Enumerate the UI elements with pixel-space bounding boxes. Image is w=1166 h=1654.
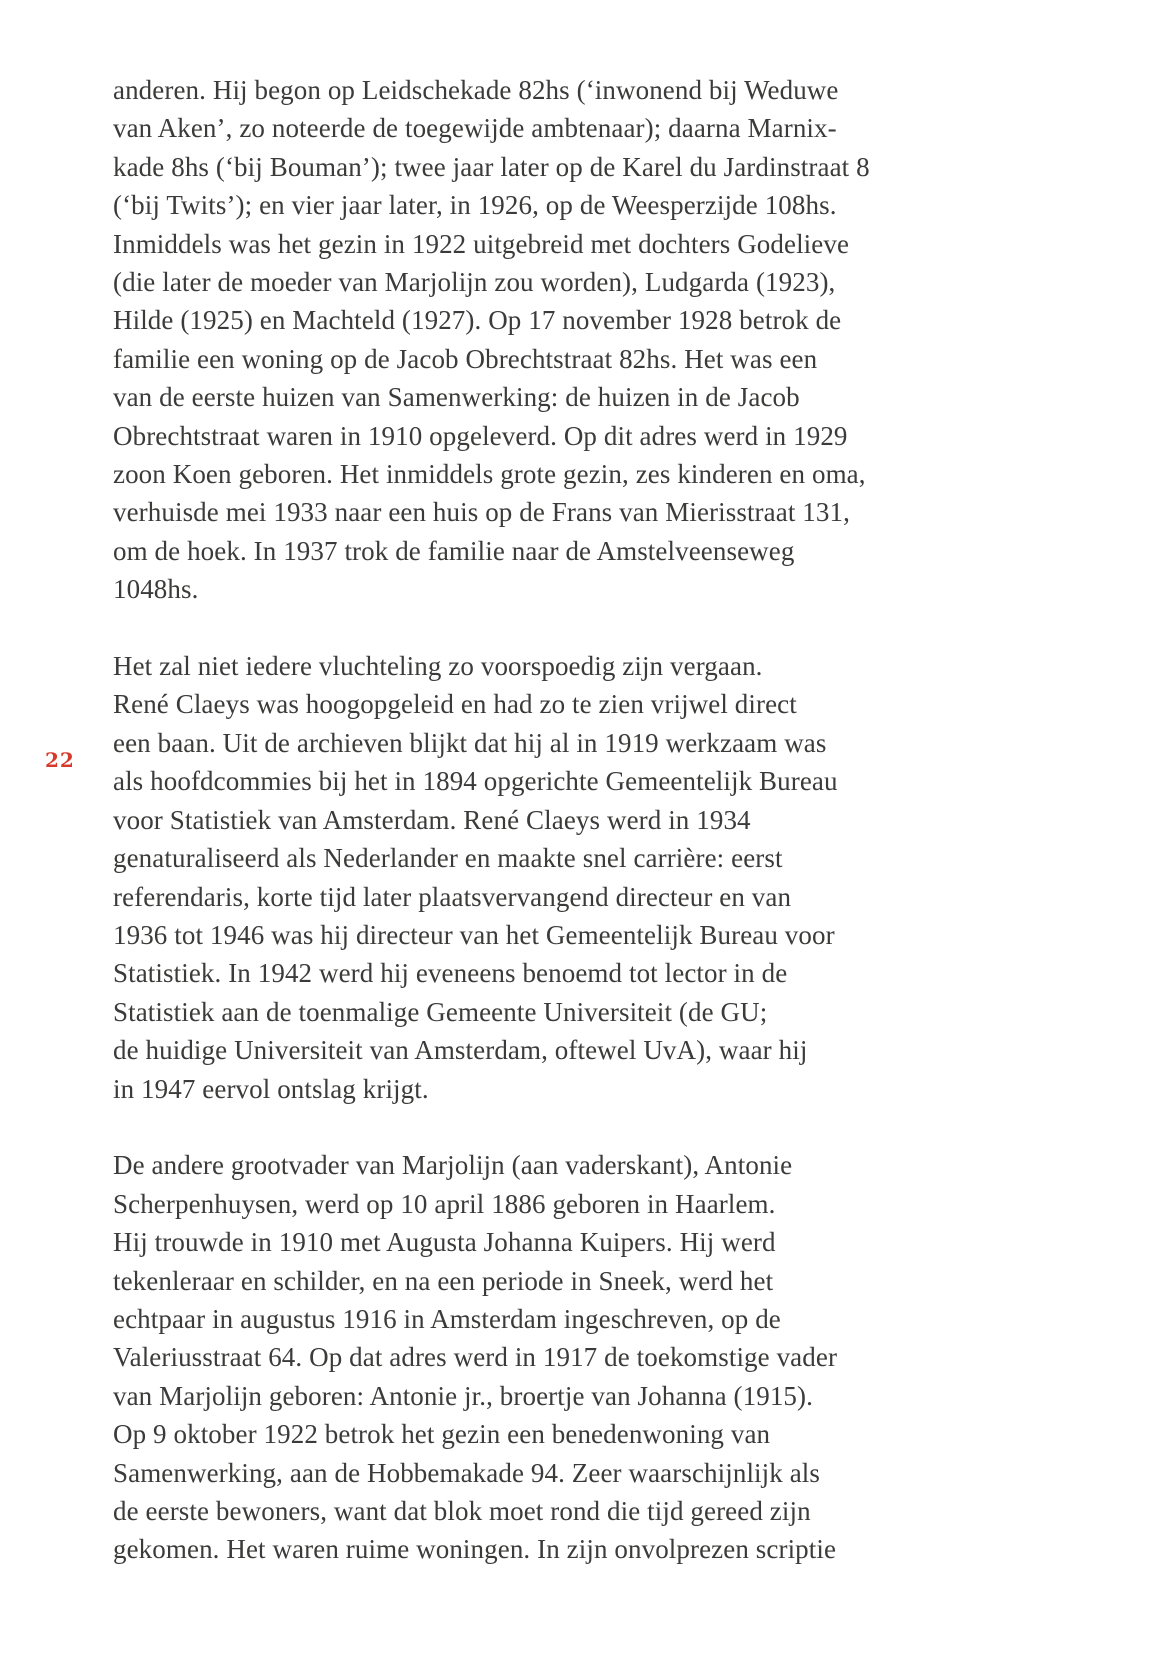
text-line: 1048hs. [113, 574, 199, 605]
text-line: verhuisde mei 1933 naar een huis op de Frans van Mierisstraat 131, [113, 497, 850, 528]
text-line: Scherpenhuysen, werd op 10 april 1886 geboren in Haarlem. [113, 1188, 776, 1219]
text-line: Hilde (1925) en Machteld (1927). Op 17 november 1928 betrok de [113, 305, 842, 336]
text-line: referendaris, korte tijd later plaatsvervangend directeur en van [113, 881, 792, 912]
text-line: voor Statistiek van Amsterdam. René Claeys werd in 1934 [113, 804, 751, 835]
text-line: Obrechtstraat waren in 1910 opgeleverd. Op dit adres werd in 1929 [113, 420, 848, 451]
text-line: Op 9 oktober 1922 betrok het gezin een benedenwoning van [113, 1419, 771, 1450]
text-line: René Claeys was hoogopgeleid en had zo te zien vrijwel direct [113, 689, 797, 720]
page-number: 22 [45, 748, 75, 772]
text-line: anderen. Hij begon op Leidschekade 82hs (‘inwonend bij Weduwe [113, 75, 839, 105]
text-line: 1936 tot 1946 was hij directeur van het Gemeentelijk Bureau voor [113, 919, 835, 950]
text-line: Statistiek aan de toenmalige Gemeente Universiteit (de GU; [113, 996, 768, 1027]
text-line: gekomen. Het waren ruime woningen. In zijn onvolprezen scriptie [113, 1534, 837, 1565]
text-line: zoon Koen geboren. Het inmiddels grote gezin, zes kinderen en oma, [113, 459, 866, 490]
paragraph [113, 71, 973, 609]
text-line: Samenwerking, aan de Hobbemakade 94. Zeer waarschijnlijk als [113, 1457, 820, 1488]
text-line: om de hoek. In 1937 trok de familie naar de Amstelveenseweg [113, 535, 795, 566]
body-text [113, 71, 973, 1569]
paragraph [113, 647, 973, 1108]
text-line: van Aken’, zo noteerde de toegewijde ambtenaar); daarna Marnix- [113, 113, 837, 144]
text-line: Valeriusstraat 64. Op dat adres werd in 1917 de toekomstige vader [113, 1342, 838, 1373]
paragraph [113, 1146, 973, 1568]
text-line: (die later de moeder van Marjolijn zou worden), Ludgarda (1923), [113, 267, 836, 298]
text-line: de eerste bewoners, want dat blok moet rond die tijd gereed zijn [113, 1496, 811, 1526]
text-line: Statistiek. In 1942 werd hij eveneens benoemd tot lector in de [113, 958, 788, 989]
text-line: Het zal niet iedere vluchteling zo voorspoedig zijn vergaan. [113, 651, 763, 682]
text-line: genaturaliseerd als Nederlander en maakte snel carrière: eerst [113, 843, 783, 874]
text-line: kade 8hs (‘bij Bouman’); twee jaar later op de Karel du Jardinstraat 8 [113, 151, 870, 182]
text-line: als hoofdcommies bij het in 1894 opgerichte Gemeentelijk Bureau [113, 766, 838, 797]
text-line: (‘bij Twits’); en vier jaar later, in 1926, op de Weesperzijde 108hs. [113, 190, 837, 221]
text-line: echtpaar in augustus 1916 in Amsterdam ingeschreven, op de [113, 1303, 781, 1334]
text-line: De andere grootvader van Marjolijn (aan vaderskant), Antonie [113, 1150, 793, 1181]
text-line: Inmiddels was het gezin in 1922 uitgebreid met dochters Godelieve [113, 228, 850, 259]
text-line: een baan. Uit de archieven blijkt dat hij al in 1919 werkzaam was [113, 727, 827, 758]
text-line: in 1947 eervol ontslag krijgt. [113, 1073, 429, 1104]
text-line: van Marjolijn geboren: Antonie jr., broertje van Johanna (1915). [113, 1380, 813, 1411]
text-line: familie een woning op de Jacob Obrechtstraat 82hs. Het was een [113, 343, 818, 374]
text-line: Hij trouwde in 1910 met Augusta Johanna Kuipers. Hij werd [113, 1227, 776, 1258]
text-line: van de eerste huizen van Samenwerking: de huizen in de Jacob [113, 382, 800, 413]
text-line: tekenleraar en schilder, en na een periode in Sneek, werd het [113, 1265, 774, 1296]
text-line: de huidige Universiteit van Amsterdam, oftewel UvA), waar hij [113, 1035, 808, 1066]
